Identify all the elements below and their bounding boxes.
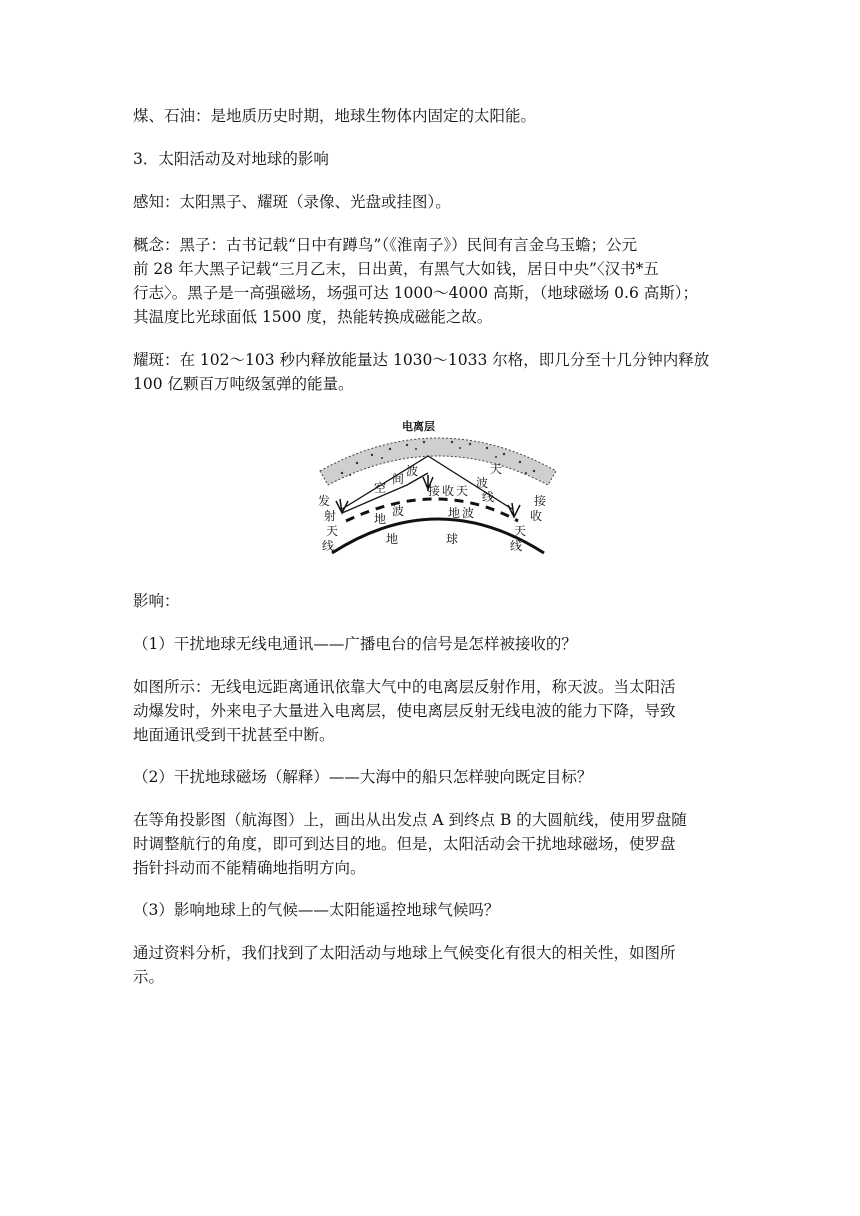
item2-title: （2）干扰地球磁场（解释）——大海中的船只怎样驶向既定目标？ [133, 768, 593, 786]
item2-line: 在等角投影图（航海图）上，画出从出发点 A 到终点 B 的大圆航线，使用罗盘随 [133, 811, 687, 829]
space-wave-char: 波 [406, 464, 419, 478]
flare-line: 100 亿颗百万吨级氢弹的能量。 [133, 375, 354, 393]
flare-paragraph [133, 348, 733, 396]
transmit-char: 发 [318, 494, 331, 508]
item3-line: 通过资料分析，我们找到了太阳活动与地球上气候变化有很大的相关性，如图所 [133, 944, 676, 962]
concept-paragraph [133, 233, 733, 329]
coal-oil-paragraph: 煤、石油：是地质历史时期，地球生物体内固定的太阳能。 [133, 107, 537, 125]
item1-body [133, 675, 733, 747]
space-wave-char: 空 [374, 481, 387, 495]
item1-line: 地面通讯受到干扰甚至中断。 [133, 726, 335, 744]
section-heading: 3．太阳活动及对地球的影响 [133, 150, 329, 168]
receive-antenna-char: 收 [530, 509, 543, 523]
receive-line-char: 天 [456, 484, 469, 498]
item1-line: 如图所示：无线电远距离通讯依靠大气中的电离层反射作用，称天波。当太阳活 [133, 678, 676, 696]
sky-wave-char: 天 [490, 462, 503, 476]
concept-line: 概念：黑子：古书记载“日中有蹲鸟”（《淮南子》）民间有言金乌玉蟾；公元 [133, 236, 638, 254]
item3-body [133, 941, 733, 989]
receive-antenna-icon [508, 503, 520, 517]
concept-line: 行志〉。黑子是一高强磁场，场强可达 1000～4000 高斯，（地球磁场 0.6 高斯）； [133, 284, 699, 302]
receive-antenna-char: 线 [510, 539, 523, 553]
transmit-char: 线 [322, 539, 335, 553]
item1-line: 动爆发时，外来电子大量进入电离层，使电离层反射无线电波的能力下降，导致 [133, 702, 676, 720]
transmit-char: 射 [324, 509, 337, 523]
earth-char: 球 [446, 532, 459, 546]
item2-line: 时调整航行的角度，即可到达目的地。但是，太阳活动会干扰地球磁场，使罗盘 [133, 835, 676, 853]
influence-label: 影响： [133, 592, 180, 610]
receive-antenna-char: 天 [514, 524, 527, 538]
radio-wave-diagram [312, 413, 564, 563]
ground-wave-char: 波 [462, 506, 475, 520]
item3-title: （3）影响地球上的气候——太阳能遥控地球气候吗？ [133, 901, 500, 919]
transmit-char: 天 [326, 524, 339, 538]
sky-wave-char: 波 [476, 476, 489, 490]
perception-paragraph: 感知：太阳黑子、耀斑（录像、光盘或挂图）。 [133, 193, 451, 211]
item1-title: （1）干扰地球无线电通讯——广播电台的信号是怎样被接收的？ [133, 635, 577, 653]
ground-wave-char: 地 [374, 512, 387, 526]
item2-body [133, 808, 733, 880]
sky-wave-char: 线 [482, 490, 495, 504]
ground-wave-char: 波 [392, 504, 405, 518]
concept-line: 前 28 年大黑子记载“三月乙末，日出黄，有黑气大如钱，居日中央”〈汉书*五 [133, 260, 659, 278]
item2-line: 指针抖动而不能精确地指明方向。 [133, 859, 366, 877]
item3-line: 示。 [133, 968, 165, 986]
receive-line-char: 收 [442, 484, 455, 498]
ionosphere-label: 电离层 [402, 420, 435, 433]
receive-line-char: 接 [428, 484, 441, 498]
earth-char: 地 [386, 532, 399, 546]
ground-wave-char: 地 [448, 506, 461, 520]
space-wave-char: 间 [392, 472, 405, 486]
receive-antenna-char: 接 [534, 494, 547, 508]
concept-line: 其温度比光球面低 1500 度，热能转换成磁能之故。 [133, 308, 493, 326]
flare-line: 耀斑：在 102～103 秒内释放能量达 1030～1033 尔格，即几分至十几分钟内释放 [133, 351, 710, 369]
